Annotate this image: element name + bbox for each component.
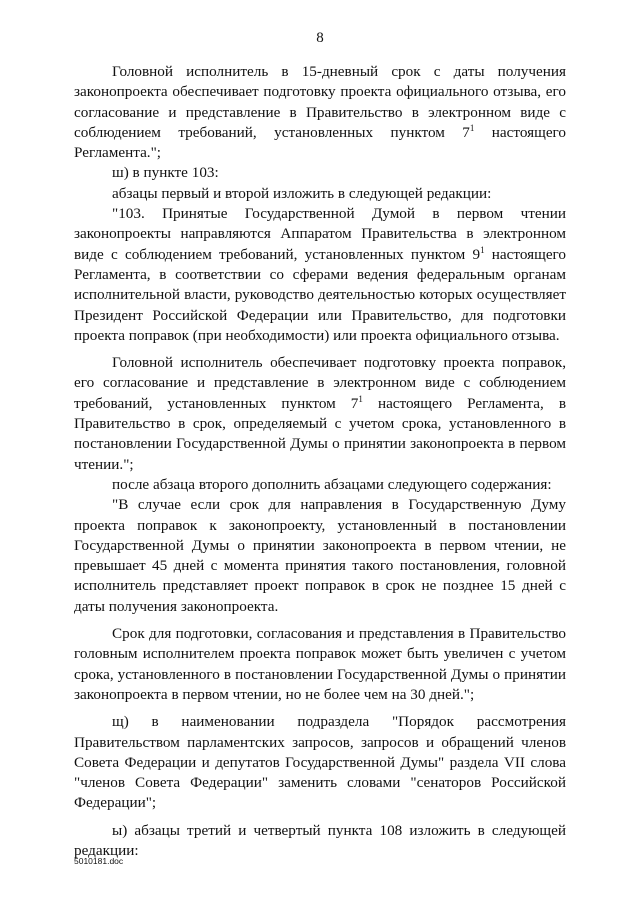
paragraph-amendments-draft: Головной исполнитель обеспечивает подготовку проекта поправок, его согласование и представление в электронном виде с соблюдением требований, установленных пунктом $7^1$ настоящего Регламента, в Правительство в срок, определяемый с учетом срока, установленного в постановлении Государственной Думы о принятии законопроекта в первом чтении.";: [74, 354, 566, 473]
paragraph-term-extension: Срок для подготовки, согласования и представления в Правительство головным исполнителем проекта поправок может быть увеличен с учетом срока, установленного в постановлении Государственной Думы о принятии законопроекта в первом чтении, но не более чем на 30 дней.";: [74, 625, 566, 703]
footer-filename: 5010181.doc: [74, 856, 124, 866]
paragraph-add-after-second: после абзаца второго дополнить абзацами следующего содержания:: [112, 475, 552, 493]
paragraph-item-sha: ш) в пункте 103:: [112, 164, 219, 182]
superscript: 1: [469, 122, 475, 133]
superscript: 1: [358, 393, 363, 404]
paragraph-instruction: абзацы первый и второй изложить в следующей редакции:: [112, 184, 492, 202]
document-body: [74, 62, 566, 861]
paragraph-item-y: ы) абзацы третий и четвертый пункта 108 изложить в следующей редакции:: [74, 821, 566, 859]
paragraph-head-executor-review: Головной исполнитель в 15-дневный срок с даты получения законопроекта обеспечивает подготовку проекта официального отзыва, его согласование и представление в Правительство в электронном виде с соблюдением требований, установленных пунктом $7^1$ настоящего Регламента.";: [74, 63, 567, 162]
paragraph-item-shcha: щ) в наименовании подраздела "Порядок рассмотрения Правительством парламентских запросов, запросов и обращений членов Совета Федерации и депутатов Государственной Думы" раздела VII слова "членов Совета Федерации" заменить словами "сенаторов Российской Федерации";: [74, 713, 566, 812]
paragraph-45-days: "В случае если срок для направления в Государственную Думу проекта поправок к законопроекту, установленный в постановлении Государственной Думы о принятии законопроекта в первом чтении, не превышает 45 дней с момента принятия такого постановления, головной исполнитель представляет проект поправок в срок не позднее 15 дней с даты получения законопроекта.: [74, 496, 566, 615]
superscript: 1: [480, 244, 485, 255]
paragraph-103: "103. Принятые Государственной Думой в первом чтении законопроекты направляются Аппаратом Правительства в электронном виде с соблюдением требований, установленных пунктом $9^1$ настоящего Регламента, в соответствии со сферами ведения федеральным органам исполнительной власти, руководство деятельностью которых осуществляет Президент Российской Федерации или Правительство, для подготовки проекта поправок (при необходимости) или проекта официального отзыва.: [74, 205, 566, 344]
page-number: 8: [316, 30, 324, 46]
